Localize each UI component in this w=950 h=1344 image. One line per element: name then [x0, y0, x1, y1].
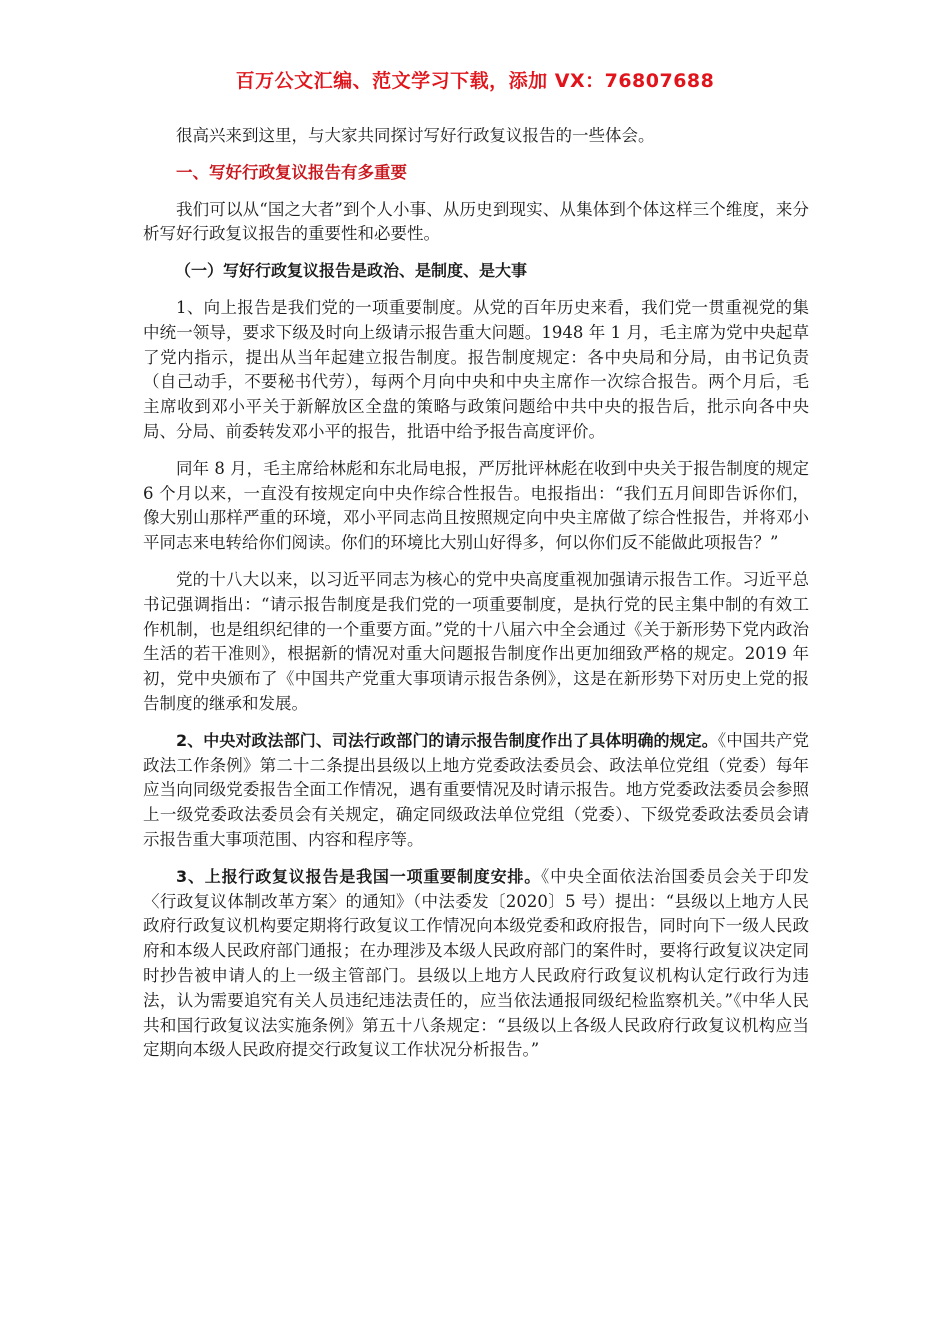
paragraph-1: 1、向上报告是我们党的一项重要制度。从党的百年历史来看，我们党一贯重视党的集中统一领导，要求下级及时向上级请示报告重大问题。1948 年 1 月，毛主席为党中央起草了党内指示，提出从当年起建立报告制度。报告制度规定：各中央局和分局，由书记负责（自己动手，不要秘书代劳），每两个月向中央和中央主席作一次综合报告。两个月后，毛主席收到邓小平关于新解放区全盘的策略与政策问题给中共中央的报告后，批示向各中央局、分局、前委转发邓小平的报告，批语中给予报告高度评价。: [143, 297, 809, 441]
paragraph-4-lead: 2、中央对政法部门、司法行政部门的请示报告制度作出了具体明确的规定。: [176, 730, 718, 750]
subsection-heading-1: （一）写好行政复议报告是政治、是制度、是大事: [175, 261, 528, 281]
paragraph-3: 党的十八大以来，以习近平同志为核心的党中央高度重视加强请示报告工作。习近平总书记强调指出：“请示报告制度是我们党的一项重要制度，是执行党的民主集中制的有效工作机制，也是组织纪律的一个重要方面。”党的十八届六中全会通过《关于新形势下党内政治生活的若干准则》，根据新的情况对重大问题报告制度作出更加细致严格的规定。2019 年初，党中央颁布了《中国共产党重大事项请示报告条例》，这是在新形势下对历史上党的报告制度的继承和发展。: [143, 569, 809, 713]
paragraph-4: [143, 729, 809, 853]
paragraph-5: [143, 865, 809, 1063]
paragraph-5-lead: 3、上报行政复议报告是我国一项重要制度安排。: [176, 866, 542, 886]
section-intro-paragraph: 我们可以从“国之大者”到个人小事、从历史到现实、从集体到个体这样三个维度，来分析写好行政复议报告的重要性和必要性。: [143, 199, 809, 244]
section-heading-1: 一、写好行政复议报告有多重要: [176, 162, 407, 182]
paragraph-2: 同年 8 月，毛主席给林彪和东北局电报，严厉批评林彪在收到中央关于报告制度的规定 6 个月以来，一直没有按规定向中央作综合性报告。电报指出：“我们五月间即告诉你们，像大别山那样严重的环境，邓小平同志尚且按照规定向中央主席做了综合性报告，并将邓小平同志来电转给你们阅读。你们的环境比大别山好得多，何以你们反不能做此项报告？”: [143, 458, 809, 553]
intro-paragraph: 很高兴来到这里，与大家共同探讨写好行政复议报告的一些体会。: [176, 126, 655, 145]
document-body: [143, 124, 809, 1075]
paragraph-4-body: 《中国共产党政法工作条例》第二十二条提出县级以上地方党委政法委员会、政法单位党组（党委）每年应当向同级党委报告全面工作情况，遇有重要情况及时请示报告。地方党委政法委员会参照上一级党委政法委员会有关规定，确定同级政法单位党组（党委）、下级党委政法委员会请示报告重大事项范围、内容和程序等。: [143, 730, 810, 849]
download-banner: 百万公文汇编、范文学习下载，添加 VX：76807688: [235, 70, 715, 92]
paragraph-5-body: 《中央全面依法治国委员会关于印发〈行政复议体制改革方案〉的通知》（中法委发〔2020〕5 号）提出：“县级以上地方人民政府行政复议机构要定期将行政复议工作情况向本级党委和政府报告，同时向下一级人民政府和本级人民政府部门通报；在办理涉及本级人民政府部门的案件时，要将行政复议决定同时抄告被申请人的上一级主管部门。县级以上地方人民政府行政复议机构认定行政行为违法，认为需要追究有关人员违纪违法责任的，应当依法通报同级纪检监察机关。”《中华人民共和国行政复议法实施条例》第五十八条规定：“县级以上各级人民政府行政复议机构应当定期向本级人民政府提交行政复议工作状况分析报告。”: [143, 866, 810, 1060]
